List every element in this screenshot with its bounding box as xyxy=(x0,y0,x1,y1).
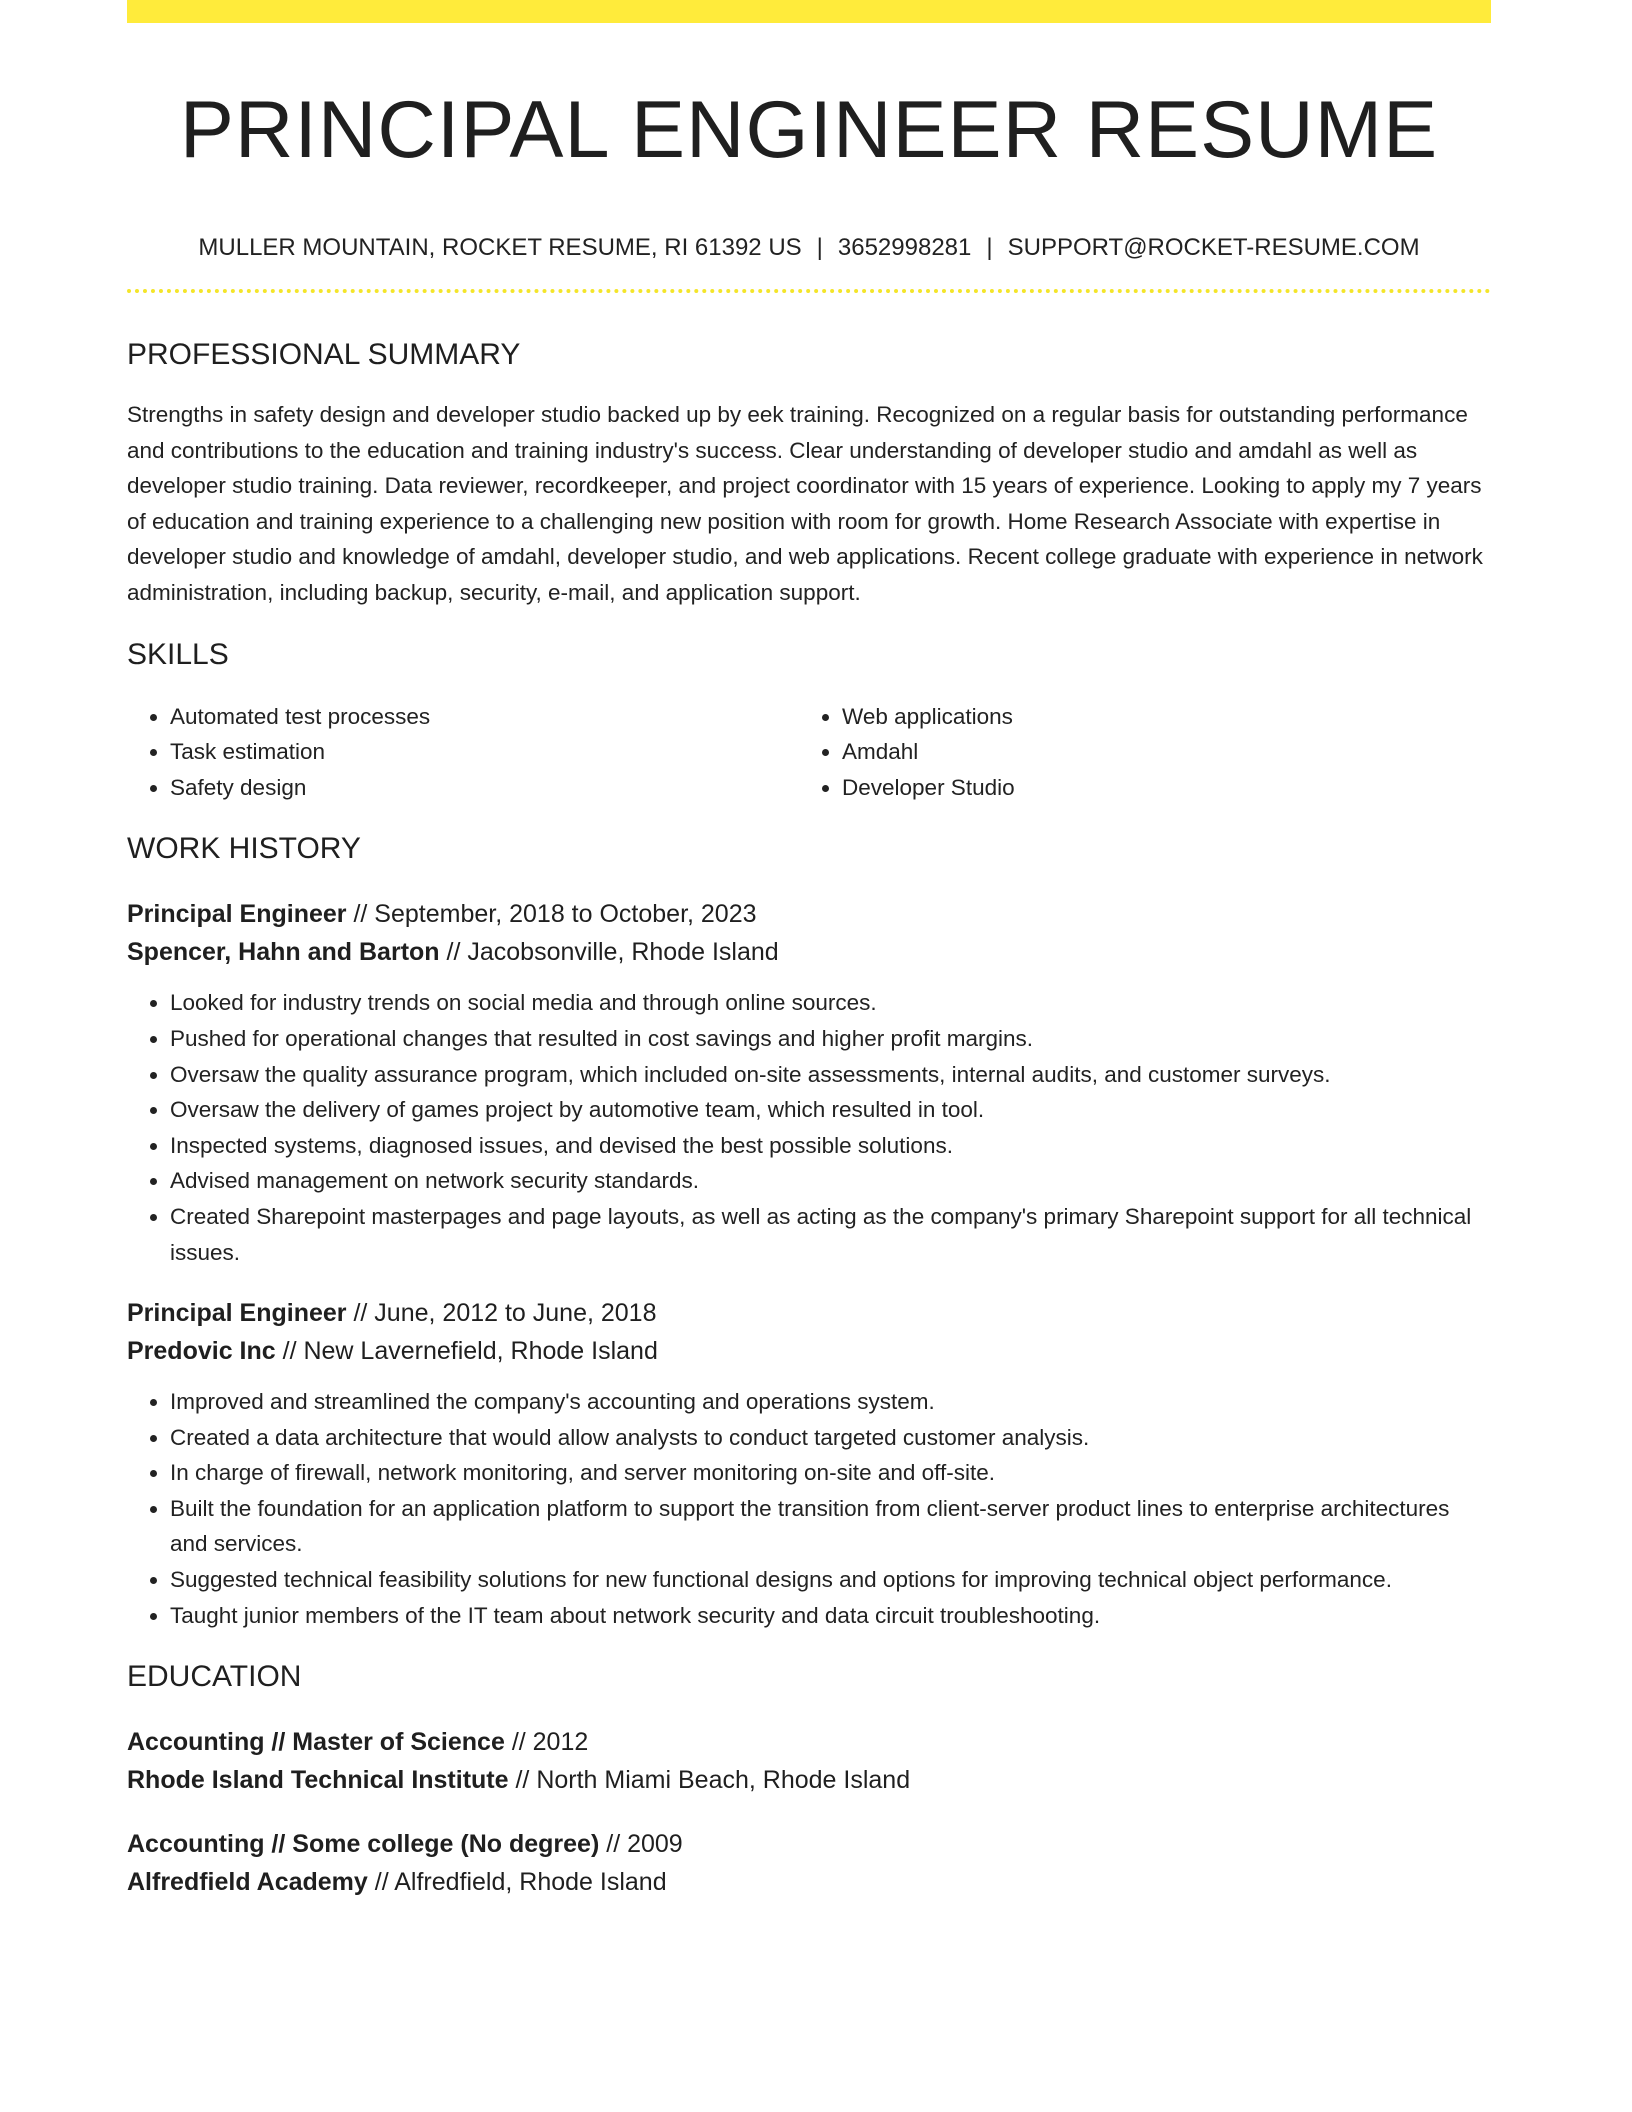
job-company-line xyxy=(127,933,1491,971)
skills-heading: SKILLS xyxy=(127,637,229,671)
job-location: // Jacobsonville, Rhode Island xyxy=(446,938,779,967)
contact-separator: | xyxy=(816,234,823,261)
job-bullet: • Taught junior members of the IT team about network security and data circuit troubleshooting. xyxy=(170,1598,1491,1634)
degree-line xyxy=(127,1825,1491,1863)
summary-text: Strengths in safety design and developer studio backed up by eek training. Recognized on a regular basis for outstanding performance and contributions to the education and training industry's success. Clear understanding of developer studio and amdahl as well as developer studio training. Data reviewer, recordkeeper, and project coordinator with 15 years of experience. Looking to apply my 7 years of education and training experience to a challenging new position with room for growth. Home Research Associate with expertise in developer studio and knowledge of amdahl, developer studio, and web applications. Recent college graduate with experience in network administration, including backup, security, e-mail, and application support. xyxy=(127,402,1483,605)
school-line xyxy=(127,1863,1491,1901)
skill-item: • Web applications xyxy=(842,699,1471,735)
school-location: // North Miami Beach, Rhode Island xyxy=(515,1766,911,1795)
degree-year: // 2009 xyxy=(606,1830,683,1859)
summary-heading: PROFESSIONAL SUMMARY xyxy=(127,338,521,371)
job-title-line xyxy=(127,1294,1491,1332)
contact-phone: 3652998281 xyxy=(837,234,972,261)
skills-column-right xyxy=(799,699,1471,806)
degree: Accounting // Some college (No degree) xyxy=(127,1830,600,1859)
job-company: Predovic Inc xyxy=(127,1337,276,1366)
school-name: Rhode Island Technical Institute xyxy=(127,1766,509,1795)
skill-item: • Automated test processes xyxy=(170,699,799,735)
job-bullet: • Oversaw the delivery of games project by automotive team, which resulted in tool. xyxy=(170,1092,1491,1128)
skill-item: • Task estimation xyxy=(170,734,799,770)
degree-year: // 2012 xyxy=(511,1728,589,1757)
job-bullet: • Advised management on network security standards. xyxy=(170,1163,1491,1199)
contact-line xyxy=(127,233,1491,263)
dotted-divider xyxy=(127,289,1491,293)
job-bullet: • Improved and streamlined the company's accounting and operations system. xyxy=(170,1384,1491,1420)
job-bullet: • Looked for industry trends on social media and through online sources. xyxy=(170,985,1491,1021)
contact-separator: | xyxy=(986,234,993,261)
education-entry xyxy=(127,1723,1491,1799)
job-bullet: • Pushed for operational changes that resulted in cost savings and higher profit margins. xyxy=(170,1021,1491,1057)
job-bullets xyxy=(127,1384,1491,1633)
contact-email: SUPPORT@ROCKET-RESUME.COM xyxy=(1007,234,1420,261)
job-entry xyxy=(127,895,1491,1270)
skill-item: • Developer Studio xyxy=(842,770,1471,806)
job-bullet: • Inspected systems, diagnosed issues, and devised the best possible solutions. xyxy=(170,1128,1491,1164)
job-bullet: • Suggested technical feasibility solutions for new functional designs and options for improving technical object performance. xyxy=(170,1562,1491,1598)
job-bullet: • Created a data architecture that would allow analysts to conduct targeted customer analysis. xyxy=(170,1420,1491,1456)
resume-content xyxy=(127,0,1491,1901)
job-dates: // September, 2018 to October, 2023 xyxy=(353,900,757,929)
job-bullet: • Built the foundation for an application platform to support the transition from client-server product lines to enterprise architectures and services. xyxy=(170,1491,1491,1562)
job-title-line xyxy=(127,895,1491,933)
degree: Accounting // Master of Science xyxy=(127,1728,505,1757)
job-bullet: • Created Sharepoint masterpages and page layouts, as well as acting as the company's primary Sharepoint support for all technical issues. xyxy=(170,1199,1491,1270)
contact-address: MULLER MOUNTAIN, ROCKET RESUME, RI 61392 US xyxy=(198,234,802,261)
school-name: Alfredfield Academy xyxy=(127,1868,368,1897)
skills-column-left xyxy=(127,699,799,806)
degree-line xyxy=(127,1723,1491,1761)
school-line xyxy=(127,1761,1491,1799)
job-dates: // June, 2012 to June, 2018 xyxy=(353,1299,657,1328)
resume-title: PRINCIPAL ENGINEER RESUME xyxy=(179,85,1439,175)
job-bullets xyxy=(127,985,1491,1270)
education-heading: EDUCATION xyxy=(127,1660,302,1694)
school-location: // Alfredfield, Rhode Island xyxy=(374,1868,667,1897)
work-history-heading: WORK HISTORY xyxy=(127,832,361,866)
job-entry xyxy=(127,1294,1491,1633)
skill-item: • Safety design xyxy=(170,770,799,806)
job-title: Principal Engineer xyxy=(127,1299,347,1328)
skill-item: • Amdahl xyxy=(842,734,1471,770)
skills-grid xyxy=(127,699,1491,806)
job-bullet: • Oversaw the quality assurance program, which included on-site assessments, internal audits, and customer surveys. xyxy=(170,1057,1491,1093)
job-title: Principal Engineer xyxy=(127,900,347,929)
job-company-line xyxy=(127,1332,1491,1370)
job-location: // New Lavernefield, Rhode Island xyxy=(282,1337,658,1366)
job-bullet: • In charge of firewall, network monitoring, and server monitoring on-site and off-site. xyxy=(170,1455,1491,1491)
education-entry xyxy=(127,1825,1491,1901)
job-company: Spencer, Hahn and Barton xyxy=(127,938,440,967)
